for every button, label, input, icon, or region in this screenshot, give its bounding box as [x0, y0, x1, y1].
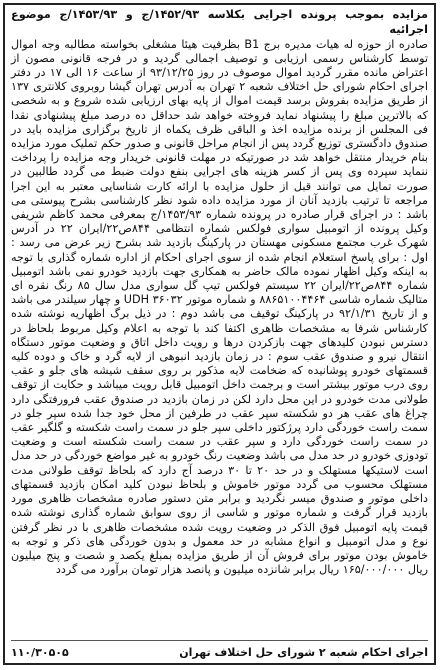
legal-notice — [3, 3, 436, 665]
footer-divider — [11, 640, 428, 641]
notice-heading: مزایده بموجب پرونده اجرایی بکلاسه ۱۴۵۲/۹۳/ج و ۱۴۵۳/۹۳/ج موضوع اجرائیه — [11, 8, 429, 36]
notice-reference-number: ۱۱۰/۳۰۵۰۵ — [11, 646, 69, 659]
notice-body: صادره از حوزه له هیات مدیره برج B1 بظرفیت هیئا مشغلی بخواسته مطالبه وجه اموال توسط کارشناس رسمی ارزیابی و توصیف اجمالی گردید و در فرجه قانونی مصون از اعتراض مانده مقرر گردید اموال موصوف در روز ۹۳/۱۲/۲۵ از ساعت ۱۶ الی ۱۷ در دفتر اجرای احکام شورای حل اختلاف شعبه ۲ تهران به آدرس تهران گیشا روبروی کلانتری ۱۳۷ از طریق مزایده بفروش برسد قیمت اموال از پایه بهای ارزیابی شده شروع و به شخصی که بالاترین مبلغ را پیشنهاد نماید فروخته خواهد شد حداقل ده درصد مبلغ پیشنهادی نقدا فی المجلس از برنده مزایده اخذ و الباقی ظرف یکماه از تاریخ برگزاری مزایده باید در صندوق دادگستری توزیع گردد پس از انجام مراحل قانونی و صدور حکم تملیک مورد مزایده بنام خریدار منتقل خواهد شد در صورتیکه در مهلت قانونی خریدار وجه مزایده را پرداخت ننماید سپرده وی پس از کسر هزینه های اجرایی بنفع دولت ضبط می گردد طالبین در صورت تمایل می توانند قبل از حلول مزایده با ارائه کارت شناسایی معتبر به این اجرا مراجعه تا ترتیب بازدید آنان از مورد مزایده داده شود نظر کارشناسی بشرح پیوستی می باشد : در اجرای قرار صادره در پرونده شماره ۱۴۵۳/۹۳/ج بمعرفی محمد کاظم شریفی وکیل پرونده از اتومبیل سواری فولکس شماره انتظامی ۸۴۴ص۲۲/ایران ۲۲ در آدرس شهرک غرب مجتمع مسکونی مهستان در پارکینگ بازدید شد بشرح زیر عرض می رسد : اول : برای پاسخ استعلام انجام شده از سوی اجرای احکام از اداره شماره گذاری با توجه به اینکه وکیل اظهار نموده مالک حاضر به همکاری جهت بازدید خودرو نمی باشد اتومبیل شماره ۸۴۴ص۲۲/ایران ۲۲ سیستم فولکس تیپ گل سواری مدل سال ۸۵ رنگ نقره ای متالیک شماره شاسی ۸۸۶۵۱۰۰۴۴۶۴ و شماره موتور UDH ۳۶۰۳۲ و چهار سیلندر می باشد و از تاریخ ۹۲/۱/۳۱ در پارکینگ توقیف می باشد دوم : در ذیل برگ اظهاریه نوشته شده کارشناس شرفا به مشخصات ظاهری اکتفا کند با توجه به اعلام وکیل مربوط بلحاظ در دسترس نبودن کلیدهای جهت بازکردن درها و رویت داخل اتاق و وضعیت موتور دستگاه انتقال نیرو و صندوق عقب سوم : در زمان بازدید انبوهی از لایه گرد و خاک و دوده کلیه قسمتهای خودرو پوشانیده که ضخامت لایه مذکور بر روی سقف شیشه های جلو و عقب روی درب موتور بیشتر است و برجمت داخل اتومبیل قابل رویت میباشد و حکایت از توقف طولانی مدت خودرو در این محل دارد لکن در زمان بازدید در صندوق عقب فرورفتگی دارد چراغ های عقب هر دو شکسته سپر عقب در طرفین از محل خود جدا شده سپر جلو در سمت راست خوردگی دارد پرژکتور داخلی سپر جلو در سمت راست شکسته و گلگیر عقب در سمت راست خوردگی دارد و سپر عقب در سمت راست شکسته است و وضعیت تودوزی خودرو در حد مدل می باشد وضعیت رنگ خودرو به غیر مواضع خوردگی در حد مدل است لاستیکها مستهلک و در حد ۲۰ تا ۳۰ درصد آج دارد که بلحاظ توقف طولانی مدت مستهلک محسوب می گردد موتور خاموش و بلحاظ نبودن کلید امکان بازدید قسمتهای داخلی موتور و صندوق میسر نگردید و برابر متن دستور صادره مشخصات ظاهری مورد بازدید قرار گرفت و شماره موتور و شاسی از روی سوابق شماره گذاری نوشته شده قیمت پایه اتومبیل فوق الذکر در وضعیت رویت شده مشخصات ظاهری با در نظر گرفتن نوع و مدل اتومبیل و انواع مشابه در حد معمول و بدون خوردگی های ذکر و توجه به خاموش بودن موتور برای فروش آن از طریق مزایده بمبلغ یکصد و شصت و پنج میلیون ریال ۱۶۵/۰۰۰/۰۰۰ ریال برابر شانزده میلیون و پانصد هزار تومان برآورد می گردد — [11, 37, 429, 577]
notice-footer — [11, 646, 428, 659]
notice-signature: اجرای احکام شعبه ۲ شورای حل اختلاف تهران — [179, 646, 428, 659]
